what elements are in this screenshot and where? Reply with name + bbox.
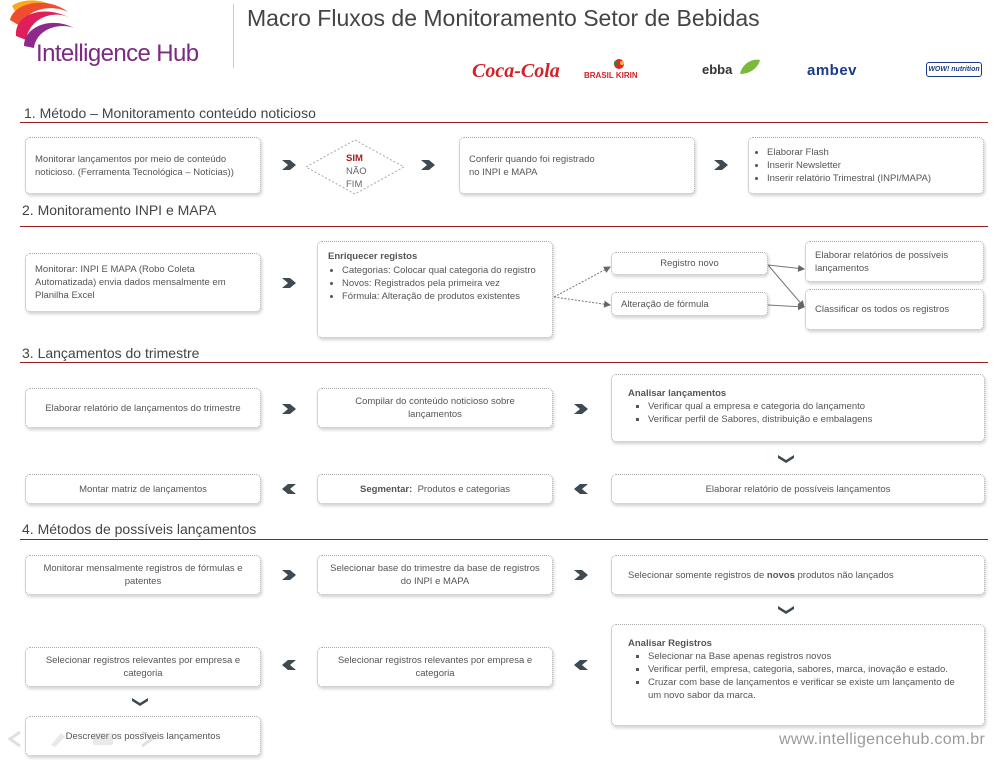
section-3-title: 3. Lançamentos do trimestre bbox=[22, 345, 200, 361]
logo-text: Intelligence Hub bbox=[36, 40, 199, 67]
brand-wow: WOW! nutrition bbox=[926, 62, 982, 77]
pen-icon[interactable] bbox=[48, 730, 68, 748]
chevron-down-icon bbox=[132, 698, 148, 706]
s2-enrich-box: Enriquecer registos • Categorias: Colocar qual categoria do registro • Novos: Registrados pela primeira vez • Fórmula: Alteração de produtos existentes bbox=[317, 241, 553, 338]
footer-url: www.intelligencehub.com.br bbox=[779, 731, 986, 748]
arrow-right-icon bbox=[714, 160, 728, 170]
slide-nav[interactable] bbox=[4, 726, 164, 752]
s3-analyze-box: Analisar lançamentos ▪ Verificar qual a empresa e categoria do lançamento ▪ Verificar perfil de Sabores, distribuição e embalagens bbox=[611, 374, 985, 442]
section-3-rule bbox=[20, 362, 988, 363]
section-1-title: 1. Método – Monitoramento conteúdo noticioso bbox=[24, 105, 316, 121]
s1-confer-box: Conferir quando foi registrado no INPI e MAPA bbox=[459, 137, 695, 194]
section-2-title: 2. Monitoramento INPI e MAPA bbox=[22, 202, 217, 218]
s3-matrix-box: Montar matriz de lançamentos bbox=[25, 474, 261, 504]
s4-select-base-box: Selecionar base do trimestre da base de registros do INPI e MAPA bbox=[317, 555, 553, 595]
arrow-left-icon bbox=[282, 484, 296, 494]
s1-outputs-box bbox=[748, 137, 984, 194]
decision-yes: SIM bbox=[346, 153, 363, 164]
s2-classify-box: Classificar os todos os registros bbox=[805, 289, 984, 330]
arrow-left-icon bbox=[574, 484, 588, 494]
s4-monitor-box: Monitorar mensalmente registros de fórmulas e patentes bbox=[25, 555, 261, 595]
s4-analyze-box: Analisar Registros ▪ Selecionar na Base apenas registros novos ▪ Verificar perfil, empresa, categoria, sabores, marca, inovação e estado. ▪ Cruzar com base de lançamentos e verificar se existe um lançamento de um novo sabor da marca. bbox=[611, 624, 985, 726]
s4-select-new-box: Selecionar somente registros de novos produtos não lançados bbox=[611, 555, 985, 595]
section-1-rule bbox=[20, 122, 988, 123]
s2-formula-change-box: Alteração de fórmula bbox=[611, 292, 768, 316]
decision-no: NÃO bbox=[346, 166, 367, 177]
s4-select-relevant-mid-box: Selecionar registros relevantes por empresa e categoria bbox=[317, 647, 553, 687]
prev-slide-icon[interactable] bbox=[6, 730, 26, 748]
section-2-rule bbox=[20, 226, 988, 227]
arrow-right-icon bbox=[574, 404, 588, 414]
s3-compile-box: Compilar do conteúdo noticioso sobre lançamentos bbox=[317, 388, 553, 428]
brand-ebba: ebba bbox=[702, 58, 772, 82]
brand-coca-cola: Coca-Cola bbox=[472, 60, 560, 82]
kirin-emblem-icon bbox=[610, 58, 628, 70]
s4-select-relevant-left-box: Selecionar registros relevantes por empresa e categoria bbox=[25, 647, 261, 687]
arrow-right-icon bbox=[282, 570, 296, 580]
s2-report-box: Elaborar relatórios de possíveis lançamentos bbox=[805, 241, 984, 282]
s4-analyze-title: Analisar Registros bbox=[628, 638, 712, 649]
s4-describe-box: Descrever os possíveis lançamentos bbox=[25, 716, 261, 756]
s2-new-registration-box: Registro novo bbox=[611, 252, 768, 275]
s3-analyze-title: Analisar lançamentos bbox=[628, 388, 727, 399]
menu-icon[interactable] bbox=[92, 730, 114, 748]
s3-report-box: Elaborar relatório de lançamentos do trimestre bbox=[25, 388, 261, 428]
section-4-rule bbox=[20, 539, 988, 540]
arrow-right-icon bbox=[421, 160, 435, 170]
arrow-right-icon bbox=[574, 570, 588, 580]
next-slide-icon[interactable] bbox=[136, 730, 156, 748]
s1-output-item: • Inserir relatório Trimestral (INPI/MAPA) bbox=[767, 172, 974, 185]
header-divider bbox=[233, 4, 234, 68]
brand-ambev: ambev bbox=[807, 62, 858, 79]
arrow-right-icon bbox=[282, 278, 296, 288]
leaf-icon bbox=[738, 58, 762, 76]
page-title: Macro Fluxos de Monitoramento Setor de Bebidas bbox=[247, 5, 760, 31]
s3-segment-box: Segmentar: Produtos e categorias bbox=[317, 474, 553, 504]
brand-brasil-kirin: BRASIL KIRIN bbox=[584, 58, 654, 82]
decision-end: FIM bbox=[346, 179, 363, 190]
logo bbox=[6, 0, 226, 72]
arrow-left-icon bbox=[574, 660, 588, 670]
s1-monitor-box: Monitorar lançamentos por meio de conteúdo noticioso. (Ferramenta Tecnológica – Notícias)) bbox=[25, 137, 261, 194]
section-4-title: 4. Métodos de possíveis lançamentos bbox=[22, 521, 257, 537]
arrow-right-icon bbox=[282, 404, 296, 414]
arrow-left-icon bbox=[282, 660, 296, 670]
s2-enrich-title: Enriquecer registos bbox=[328, 251, 418, 262]
chevron-down-icon bbox=[778, 455, 794, 463]
arrow-right-icon bbox=[282, 160, 296, 170]
s1-output-item: • Elaborar Flash bbox=[767, 146, 974, 159]
s2-monitor-box: Monitorar: INPI E MAPA (Robo Coleta Automatizada) envia dados mensalmente em Planilha Excel bbox=[25, 253, 261, 312]
s1-decision-labels bbox=[346, 152, 367, 191]
s3-possible-report-box: Elaborar relatório de possíveis lançamentos bbox=[611, 474, 985, 504]
chevron-down-icon bbox=[778, 606, 794, 614]
s1-output-item: • Inserir Newsletter bbox=[767, 159, 974, 172]
